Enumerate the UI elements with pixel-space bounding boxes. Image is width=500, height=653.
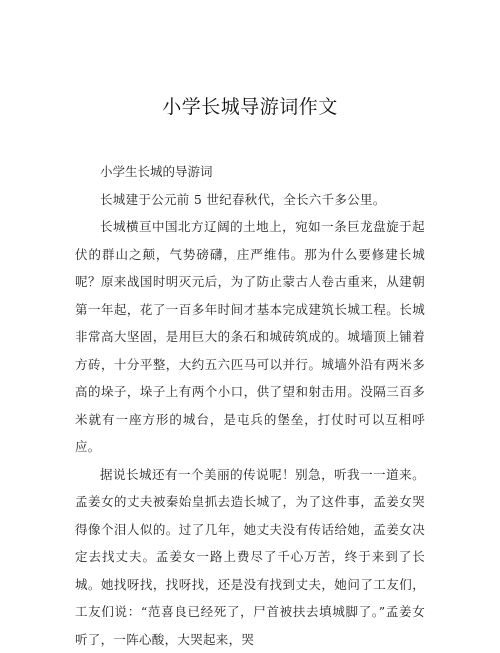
document-title: 小学长城导游词作文 bbox=[0, 92, 500, 119]
paragraph-intro: 长城建于公元前 5 世纪春秋代，全长六千多公里。 bbox=[75, 186, 425, 214]
paragraph-history: 长城横亘中国北方辽阔的土地上，宛如一条巨龙盘旋于起伏的群山之颠，气势磅礴，庄严维伟。那为什么要修建长城呢？原来战国时明灭元后，为了防止蒙古人卷古重来，从建朝第一年起，花了一百多年时间才基本完成建筑长城工程。长城非常高大坚固，是用巨大的条石和城砖筑成的。城墙顶上铺着方砖，十分平整，大约五六匹马可以并行。城墙外沿有两米多高的垛子，垛子上有两个小口，供了望和射击用。没隔三百多米就有一座方形的城台，是屯兵的堡垒，打仗时可以互相呼应。 bbox=[75, 213, 425, 461]
document-body bbox=[75, 158, 425, 653]
document-subtitle: 小学生长城的导游词 bbox=[75, 158, 425, 186]
paragraph-legend: 据说长城还有一个美丽的传说呢！别急，听我一一道来。孟姜女的丈夫被秦始皇抓去造长城了，为了这件事，孟姜女哭得像个泪人似的。过了几年，她丈夫没有传话给她，孟姜女决定去找丈夫。孟姜女一路上费尽了千心万苦，终于来到了长城。她找呀找，找呀找，还是没有找到丈夫，她问了工友们，工友们说：“范喜良已经死了，尸首被扶去填城脚了。”孟姜女听了，一阵心酸，大哭起来，哭 bbox=[75, 461, 425, 653]
